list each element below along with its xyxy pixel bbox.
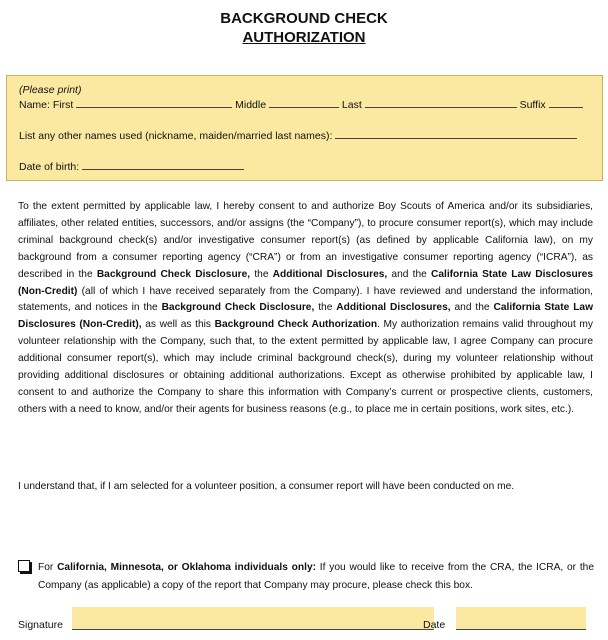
dob-label: Date of birth: — [19, 161, 80, 173]
signature-row — [18, 605, 598, 631]
first-name-label: Name: First — [19, 99, 74, 111]
suffix-label: Suffix — [519, 99, 546, 111]
middle-name-label: Middle — [235, 99, 267, 111]
suffix-field[interactable] — [549, 97, 583, 108]
applicant-info-box — [6, 75, 603, 181]
first-name-field[interactable] — [76, 97, 232, 108]
date-label: Date — [423, 619, 446, 631]
signature-label: Signature — [18, 619, 63, 631]
last-name-label: Last — [341, 99, 362, 111]
dob-field[interactable] — [82, 159, 244, 170]
dob-row — [19, 159, 244, 173]
consent-paragraph: To the extent permitted by applicable law, I hereby consent to and authorize Boy Scouts of America and/or its subsidiaries, affiliates, other related entities, successors, and/or assigns (the “Company”), to procure consumer report(s), which may include criminal background check(s) and/or investigative consumer report(s) (as defined by applicable California law), on my background from a consumer reporting agency (“CRA”) or from an investigative consumer reporting agency (“ICRA”), as described in the Background Check Disclosure, the Additional Disclosures, and the California State Law Disclosures (Non-Credit) (all of which I have received separately from the Company). I have reviewed and understand the information, statements, and notices in the Background Check Disclosure, the Additional Disclosures, and the California State Law Disclosures (Non-Credit), as well as this Background Check Authorization. My authorization remains valid throughout my volunteer relationship with the Company, such that, to the extent permitted by applicable law, I agree Company can procure additional consumer report(s), which may include criminal background check(s), during my volunteer relationship without providing additional disclosures or obtaining additional authorizations. Except as otherwise prohibited by applicable law, I consent to and authorize the Company to share this information with Company’s current or prospective clients, customers, others with a need to know, and/or their agents for business reasons (e.g., to place me in certain positions, work sites, etc.). — [18, 201, 594, 415]
please-print-note: (Please print) — [19, 84, 82, 96]
report-copy-checkbox[interactable] — [18, 560, 30, 572]
other-names-label: List any other names used (nickname, maiden/married last names): — [19, 130, 333, 142]
signature-field[interactable] — [72, 607, 434, 630]
name-row — [19, 97, 583, 111]
date-field[interactable] — [456, 607, 586, 630]
last-name-field[interactable] — [365, 97, 517, 108]
form-title-line1: BACKGROUND CHECK — [220, 10, 388, 27]
form-title-line2: AUTHORIZATION — [242, 29, 366, 46]
other-names-row — [19, 128, 577, 142]
other-names-field[interactable] — [335, 128, 577, 139]
checkbox-text: For California, Minnesota, or Oklahoma individuals only: If you would like to receive from the CRA, the ICRA, or the Company (as applicable) a copy of the report that Company may procure, please check this box. — [38, 562, 594, 591]
understand-statement: I understand that, if I am selected for a volunteer position, a consumer report will have been conducted on me. — [18, 481, 515, 492]
middle-name-field[interactable] — [269, 97, 339, 108]
